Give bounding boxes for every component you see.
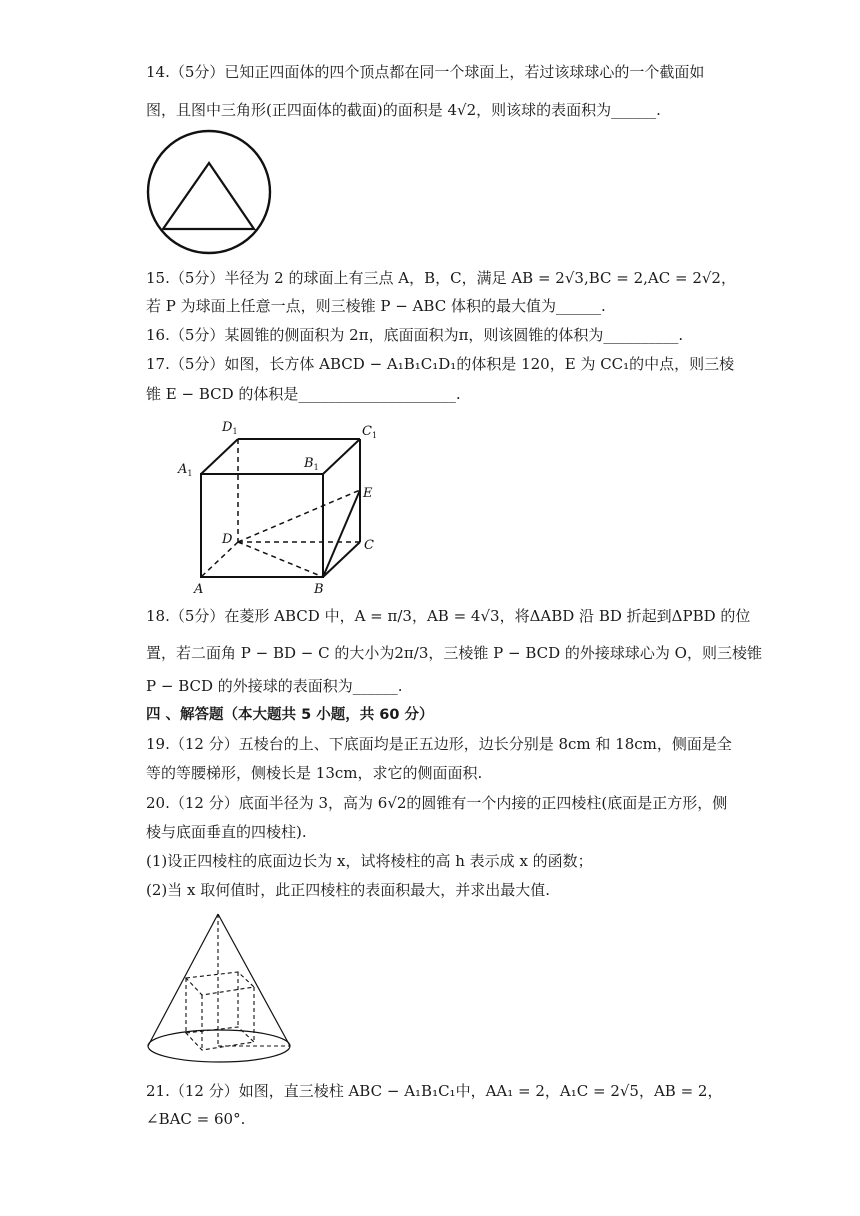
q19-line-2: 等的等腰梯形，侧棱长是 13cm，求它的侧面面积. bbox=[146, 764, 483, 782]
label-d: D bbox=[222, 532, 233, 547]
section-4-heading: 四 、解答题（本大题共 5 小题，共 60 分） bbox=[146, 707, 434, 723]
label-d1: $D_1$ bbox=[222, 420, 238, 436]
q14-line-2: 图，且图中三角形(正四面体的截面)的面积是 4√2，则该球的表面积为______. bbox=[146, 101, 661, 119]
q17-line-2: 锥 E − BCD 的体积是_____________________. bbox=[146, 385, 461, 403]
label-a: A bbox=[194, 582, 204, 597]
q15-line-2: 若 P 为球面上任意一点，则三棱锥 P − ABC 体积的最大值为______. bbox=[146, 297, 606, 315]
q15-line-1: 15.（5分）半径为 2 的球面上有三点 A，B，C，满足 AB = 2√3,BC = 2,AC = 2√2， bbox=[146, 269, 736, 287]
q20-line-4: (2)当 x 取何值时，此正四棱柱的表面积最大，并求出最大值. bbox=[146, 881, 551, 899]
q20-cone-figure bbox=[140, 908, 300, 1068]
label-a1: $A_1$ bbox=[178, 462, 193, 478]
label-b: B bbox=[314, 582, 324, 597]
q19-line-1: 19.（12 分）五棱台的上、下底面均是正五边形，边长分别是 8cm 和 18cm，侧面是全 bbox=[146, 735, 732, 753]
q18-line-1: 18.（5分）在菱形 ABCD 中，A = π/3，AB = 4√3，将ΔABD 沿 BD 折起到ΔPBD 的位 bbox=[146, 607, 751, 625]
q20-line-3: (1)设正四棱柱的底面边长为 x，试将棱柱的高 h 表示成 x 的函数； bbox=[146, 852, 593, 870]
q14-line-1: 14.（5分）已知正四面体的四个顶点都在同一个球面上，若过该球球心的一个截面如 bbox=[146, 63, 705, 81]
q20-line-2: 棱与底面垂直的四棱柱). bbox=[146, 823, 307, 841]
q17-line-1: 17.（5分）如图，长方体 ABCD − A₁B₁C₁D₁的体积是 120，E 为 CC₁的中点，则三棱 bbox=[146, 355, 735, 373]
q14-circle-figure bbox=[146, 128, 274, 256]
q21-line-1: 21.（12 分）如图，直三棱柱 ABC − A₁B₁C₁中，AA₁ = 2，A₁C = 2√5，AB = 2， bbox=[146, 1082, 723, 1100]
q20-line-1: 20.（12 分）底面半径为 3，高为 6√2的圆锥有一个内接的正四棱柱(底面是正方形，侧 bbox=[146, 794, 728, 812]
q17-cuboid-figure bbox=[170, 415, 390, 595]
q18-line-3: P − BCD 的外接球的表面积为______. bbox=[146, 677, 403, 695]
label-c1: $C_1$ bbox=[362, 424, 378, 440]
label-b1: $B_1$ bbox=[304, 456, 319, 472]
q18-line-2: 置，若二面角 P − BD − C 的大小为2π/3，三棱锥 P − BCD 的外接球球心为 O，则三棱锥 bbox=[146, 644, 762, 662]
q21-line-2: ∠BAC = 60°. bbox=[146, 1110, 246, 1128]
label-c: C bbox=[364, 538, 374, 553]
q16-line: 16.（5分）某圆锥的侧面积为 2π，底面面积为π，则该圆锥的体积为__________. bbox=[146, 326, 684, 344]
label-e: E bbox=[363, 486, 373, 501]
